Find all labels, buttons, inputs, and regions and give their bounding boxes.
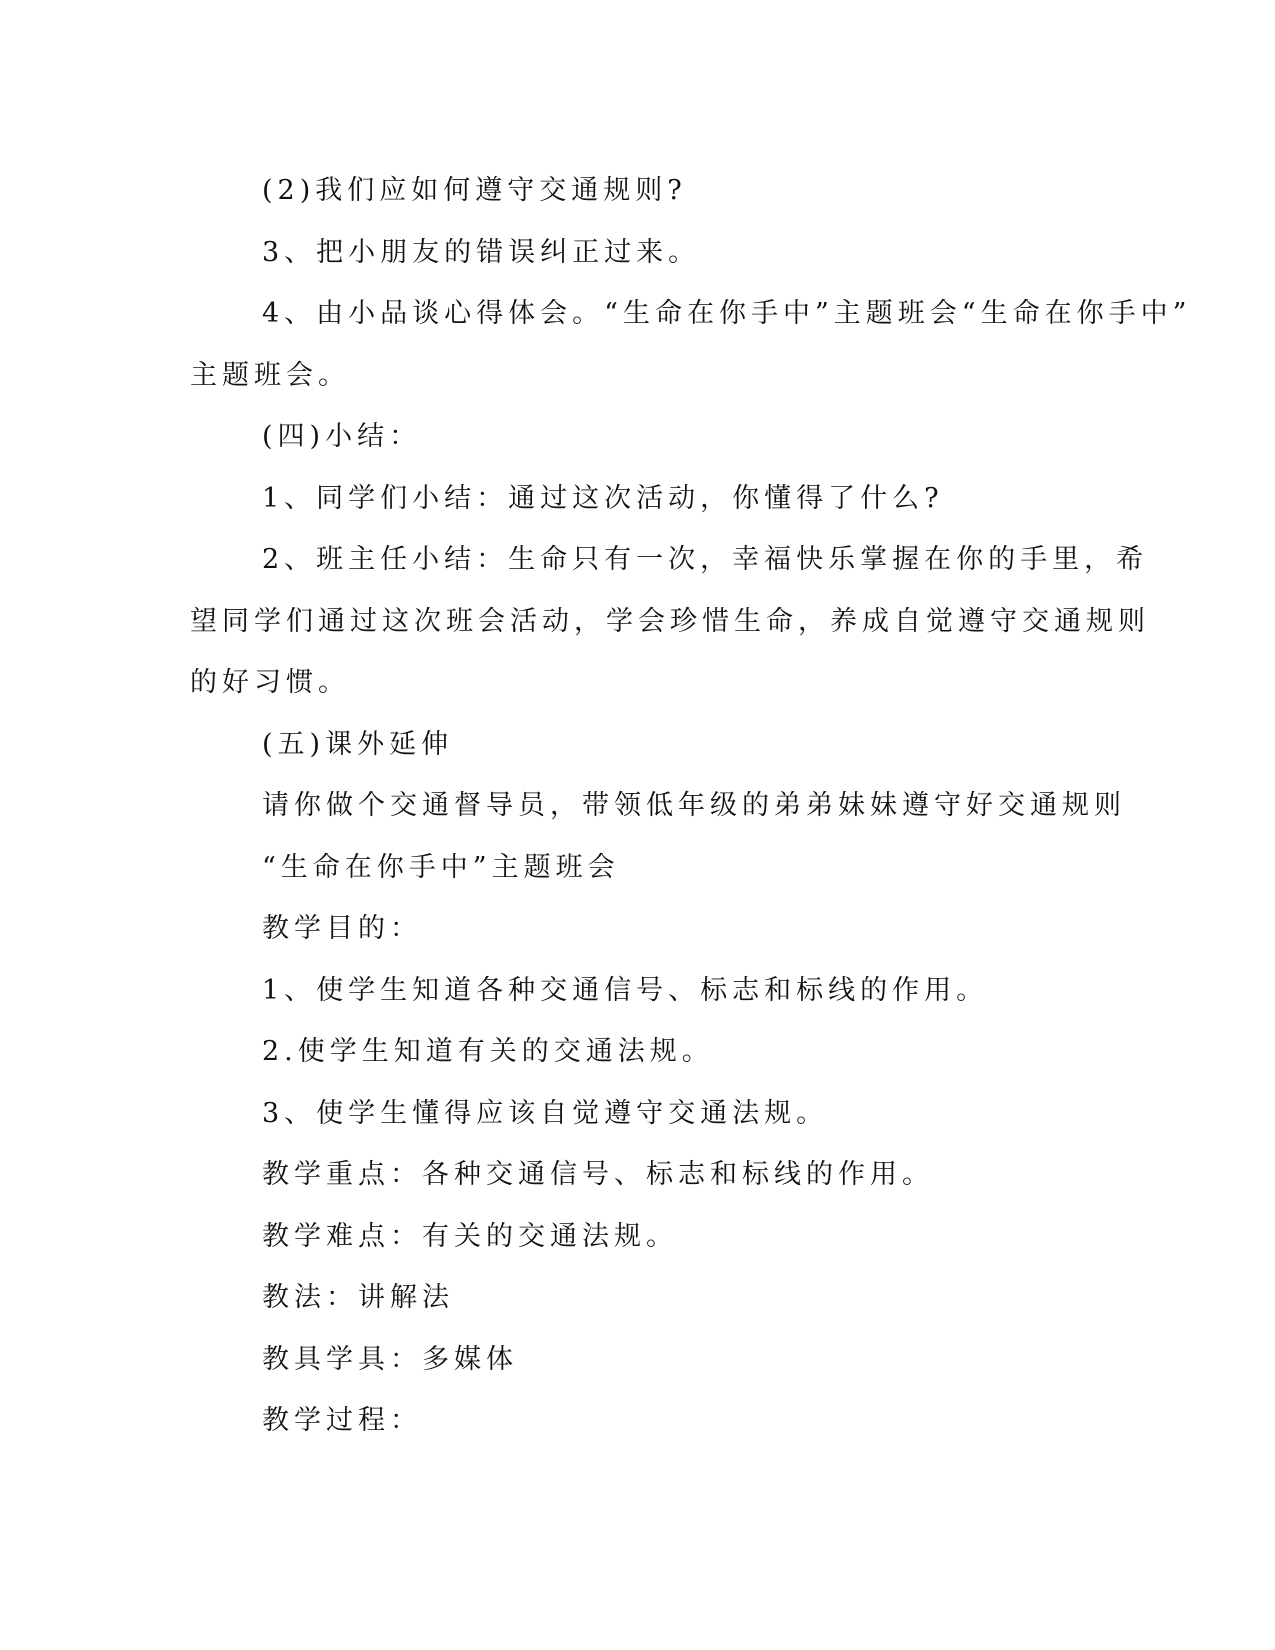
text-line: 教学目的：	[262, 913, 422, 944]
text-line: 主题班会。	[190, 359, 350, 391]
text-line: 4、由小品谈心得体会。“生命在你手中”主题班会“生命在你手中”	[262, 298, 1192, 329]
text-line: 教学难点：有关的交通法规。	[262, 1220, 678, 1252]
text-line: 的好习惯。	[190, 667, 350, 698]
text-line: 教法：讲解法	[262, 1282, 454, 1313]
text-line: 望同学们通过这次班会活动，学会珍惜生命，养成自觉遵守交通规则	[190, 605, 1150, 637]
section-heading: (五)课外延伸	[262, 728, 454, 760]
document-title: “生命在你手中”主题班会	[262, 851, 620, 883]
text-line: 2、班主任小结：生命只有一次，幸福快乐掌握在你的手里，希	[262, 544, 1149, 575]
text-line: 教学过程：	[262, 1405, 422, 1436]
text-line: 教具学具：多媒体	[262, 1343, 518, 1375]
text-line: 教学重点：各种交通信号、标志和标线的作用。	[262, 1159, 934, 1190]
section-heading: (四)小结：	[262, 421, 422, 452]
text-line: 1、使学生知道各种交通信号、标志和标线的作用。	[262, 974, 989, 1006]
text-line: 2.使学生知道有关的交通法规。	[262, 1036, 714, 1067]
text-line: (2)我们应如何遵守交通规则?	[262, 175, 687, 206]
document-body	[190, 160, 1192, 1452]
text-line: 3、把小朋友的错误纠正过来。	[262, 236, 701, 268]
text-line: 1、同学们小结：通过这次活动，你懂得了什么?	[262, 482, 944, 514]
text-line: 请你做个交通督导员，带领低年级的弟弟妹妹遵守好交通规则	[262, 790, 1126, 821]
text-line: 3、使学生懂得应该自觉遵守交通法规。	[262, 1097, 829, 1129]
